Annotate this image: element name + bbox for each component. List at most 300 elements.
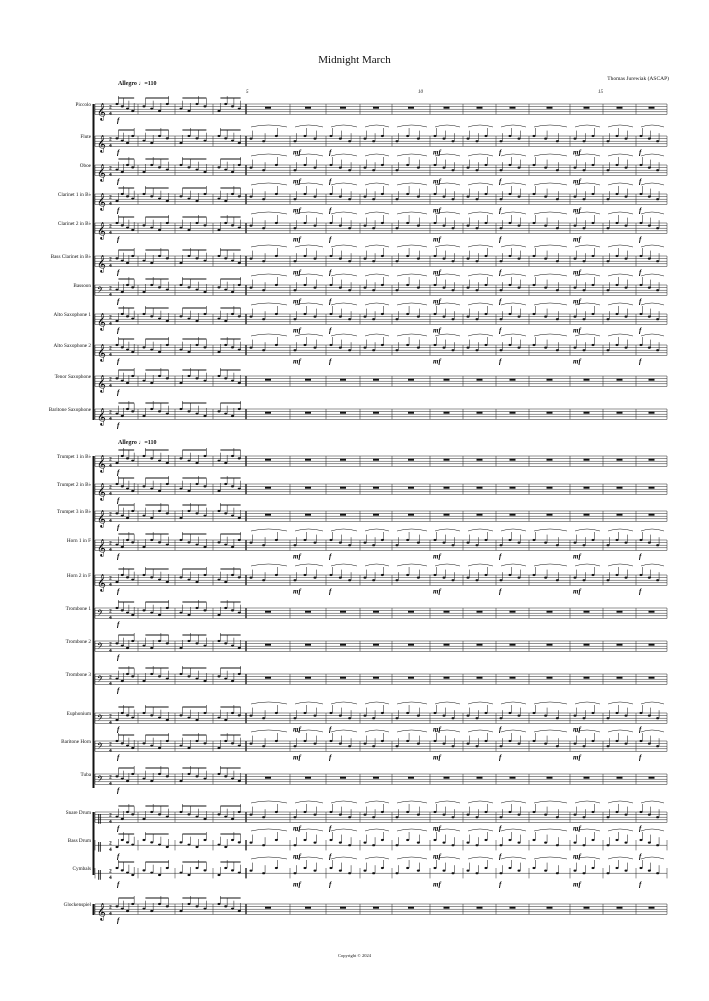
time-signature: 4 (109, 818, 112, 825)
note-head (250, 577, 253, 579)
instrument-name: Trombone 3 (65, 672, 91, 678)
note-head (231, 546, 234, 548)
dynamic-marking: f (329, 206, 332, 215)
note-head (625, 577, 628, 579)
note-head (131, 375, 134, 377)
note-head (574, 258, 577, 260)
note-head (143, 869, 146, 871)
note-head (452, 745, 455, 747)
note-head (443, 167, 446, 169)
note-head (158, 813, 161, 815)
note-head (204, 680, 207, 682)
note-head (204, 291, 207, 293)
note-head (304, 867, 307, 869)
note-head (556, 872, 559, 874)
dynamic-forte: f (117, 587, 120, 596)
note-head (218, 375, 221, 377)
note-head (518, 167, 521, 169)
note-head (640, 193, 643, 195)
note-head (143, 260, 146, 262)
note-head (417, 167, 420, 169)
note-head (500, 844, 503, 846)
note-head (262, 872, 265, 874)
note-head (396, 227, 399, 229)
note-head (121, 818, 124, 820)
dynamic-marking: f (329, 725, 332, 734)
note-head (188, 541, 191, 543)
note-head (166, 642, 169, 644)
note-head (238, 262, 241, 264)
note-head (158, 747, 161, 749)
note-head (158, 135, 161, 137)
whole-rest (340, 907, 346, 909)
note-head (533, 164, 536, 166)
note-head (121, 839, 124, 841)
dynamic-marking: mf (573, 852, 581, 861)
whole-rest (547, 459, 553, 461)
dynamic-marking: mf (573, 753, 581, 762)
time-signature: 2 (109, 540, 112, 547)
note-head (121, 224, 124, 226)
dynamic-marking: f (639, 725, 642, 734)
staff-25 (95, 896, 667, 924)
note-head (224, 103, 227, 105)
note-head (434, 811, 437, 813)
dynamic-marking: mf (293, 177, 301, 186)
note-head (544, 138, 547, 140)
clef: 𝄢 (97, 609, 104, 621)
note-head (150, 647, 153, 649)
note-head (364, 577, 367, 579)
time-signature: 2 (109, 285, 112, 292)
note-head (158, 110, 161, 112)
note-head (640, 867, 643, 869)
whole-rest (408, 107, 414, 109)
note-head (275, 740, 278, 742)
note-head (218, 874, 221, 876)
note-head (116, 607, 119, 609)
note-head (467, 167, 470, 169)
dynamic-marking: f (639, 753, 642, 762)
note-head (250, 870, 253, 872)
note-head (196, 320, 199, 322)
note-head (314, 138, 317, 140)
whole-rest (584, 459, 590, 461)
dynamic-marking: mf (293, 235, 301, 244)
whole-rest (340, 412, 346, 414)
whole-rest (373, 677, 379, 679)
staff-13 (95, 503, 667, 531)
dynamic-marking: mf (573, 297, 581, 306)
note-head (238, 811, 241, 813)
dynamic-marking: f (329, 326, 332, 335)
dynamic-marking: mf (433, 297, 441, 306)
note-head (131, 579, 134, 581)
note-head (574, 167, 577, 169)
note-head (544, 814, 547, 816)
dynamic-marking: f (329, 880, 332, 889)
whole-rest (444, 487, 450, 489)
note-head (166, 320, 169, 322)
note-head (339, 870, 342, 872)
measure-number-15: 15 (598, 90, 603, 95)
note-head (556, 579, 559, 581)
note-head (544, 316, 547, 318)
clef: 𝄞 (97, 163, 106, 182)
note-head (158, 375, 161, 377)
whole-rest (340, 644, 346, 646)
note-head (126, 780, 129, 782)
staff-1 (95, 125, 667, 156)
note-head (218, 460, 221, 462)
note-head (625, 167, 628, 169)
note-head (417, 715, 420, 717)
note-head (275, 255, 278, 257)
dynamic-forte: f (117, 388, 120, 397)
note-head (150, 612, 153, 614)
time-signature: 4 (109, 680, 112, 687)
clef: ‖ (97, 813, 102, 825)
note-head (500, 198, 503, 200)
note-head (500, 169, 503, 171)
note-head (121, 193, 124, 195)
note-head (417, 542, 420, 544)
dynamic-marking: mf (433, 552, 441, 561)
note-head (443, 870, 446, 872)
note-head (121, 869, 124, 871)
time-signature: 4 (109, 351, 112, 358)
note-head (485, 255, 488, 257)
staff-18 (95, 666, 667, 694)
note-head (364, 743, 367, 745)
note-head (121, 609, 124, 611)
note-head (509, 811, 512, 813)
note-head (583, 260, 586, 262)
note-head (556, 227, 559, 229)
note-head (131, 813, 134, 815)
note-head (224, 642, 227, 644)
note-head (518, 715, 521, 717)
note-head (406, 135, 409, 137)
note-head (556, 544, 559, 546)
note-head (372, 318, 375, 320)
time-signature: 4 (109, 747, 112, 754)
note-head (648, 258, 651, 260)
copyright-footer: Copyright © 2024 (338, 953, 371, 958)
note-head (294, 198, 297, 200)
instrument-name: Trumpet 1 in B♭ (56, 454, 91, 460)
note-head (126, 457, 129, 459)
dynamic-marking: f (329, 852, 332, 861)
note-head (231, 742, 234, 744)
note-head (656, 349, 659, 351)
note-head (544, 715, 547, 717)
note-head (304, 740, 307, 742)
note-head (143, 171, 146, 173)
note-head (616, 867, 619, 869)
note-head (396, 349, 399, 351)
note-head (126, 349, 129, 351)
time-signature: 4 (109, 171, 112, 178)
note-head (485, 712, 488, 714)
note-head (158, 166, 161, 168)
note-head (339, 258, 342, 260)
time-signature: 4 (109, 415, 112, 422)
staff-24 (95, 857, 667, 888)
note-head (224, 377, 227, 379)
note-head (417, 316, 420, 318)
note-head (518, 316, 521, 318)
note-head (509, 255, 512, 257)
note-head (314, 743, 317, 745)
note-head (180, 811, 183, 813)
note-head (452, 289, 455, 291)
note-head (583, 140, 586, 142)
whole-rest (584, 677, 590, 679)
note-head (485, 222, 488, 224)
note-head (434, 255, 437, 257)
note-head (158, 318, 161, 320)
note-head (607, 198, 610, 200)
note-head (116, 103, 119, 105)
note-head (592, 313, 595, 315)
note-head (231, 680, 234, 682)
note-head (131, 903, 134, 905)
whole-rest (444, 459, 450, 461)
note-head (231, 105, 234, 107)
dynamic-forte: f (117, 148, 120, 157)
time-signature: 2 (109, 409, 112, 416)
note-head (116, 905, 119, 907)
whole-rest (373, 107, 379, 109)
note-head (372, 745, 375, 747)
note-head (607, 717, 610, 719)
dynamic-forte: f (117, 686, 120, 695)
note-head (131, 640, 134, 642)
note-head (116, 169, 119, 171)
note-head (574, 347, 577, 349)
whole-rest (584, 412, 590, 414)
note-head (314, 715, 317, 717)
note-head (180, 539, 183, 541)
whole-rest (373, 644, 379, 646)
dynamic-forte: f (117, 725, 120, 734)
note-head (166, 846, 169, 848)
note-head (166, 816, 169, 818)
instrument-name: Trumpet 3 in B♭ (56, 509, 91, 515)
note-head (314, 814, 317, 816)
note-head (443, 258, 446, 260)
note-head (150, 811, 153, 813)
note-head (434, 164, 437, 166)
dynamic-marking: f (639, 206, 642, 215)
note-head (348, 872, 351, 874)
note-head (143, 415, 146, 417)
whole-rest (265, 412, 271, 414)
whole-rest (510, 611, 516, 613)
note-head (196, 512, 199, 514)
note-head (406, 740, 409, 742)
note-head (434, 135, 437, 137)
note-head (348, 318, 351, 320)
dynamic-marking: mf (573, 326, 581, 335)
note-head (121, 778, 124, 780)
note-head (196, 289, 199, 291)
note-head (143, 291, 146, 293)
note-head (640, 811, 643, 813)
note-head (131, 286, 134, 288)
note-head (314, 870, 317, 872)
note-head (330, 313, 333, 315)
whole-rest (305, 459, 311, 461)
dynamic-marking: f (639, 852, 642, 861)
whole-rest (408, 487, 414, 489)
note-head (533, 740, 536, 742)
note-head (143, 455, 146, 457)
dynamic-marking: f (499, 725, 502, 734)
note-head (238, 714, 241, 716)
note-head (231, 380, 234, 382)
note-head (224, 413, 227, 415)
whole-rest (477, 644, 483, 646)
note-head (294, 544, 297, 546)
note-head (304, 313, 307, 315)
note-head (180, 576, 183, 578)
note-head (607, 745, 610, 747)
note-head (262, 198, 265, 200)
note-head (126, 488, 129, 490)
note-head (372, 227, 375, 229)
note-head (330, 839, 333, 841)
whole-rest (408, 412, 414, 414)
note-head (275, 344, 278, 346)
note-head (231, 839, 234, 841)
note-head (158, 410, 161, 412)
note-head (406, 255, 409, 257)
note-head (231, 645, 234, 647)
whole-rest (617, 677, 623, 679)
dynamic-marking: mf (433, 587, 441, 596)
note-head (196, 846, 199, 848)
note-head (126, 382, 129, 384)
note-head (533, 712, 536, 714)
staff-19 (95, 702, 667, 733)
note-head (330, 344, 333, 346)
dynamic-marking: f (639, 880, 642, 889)
dynamic-marking: f (329, 177, 332, 186)
note-head (166, 222, 169, 224)
dynamic-forte: f (117, 620, 120, 629)
note-head (238, 910, 241, 912)
dynamic-marking: mf (293, 268, 301, 277)
note-head (406, 839, 409, 841)
note-head (188, 490, 191, 492)
note-head (476, 318, 479, 320)
note-head (166, 483, 169, 485)
note-head (188, 318, 191, 320)
note-head (180, 284, 183, 286)
note-head (116, 678, 119, 680)
note-head (406, 313, 409, 315)
note-head (556, 140, 559, 142)
note-head (196, 678, 199, 680)
note-head (533, 839, 536, 841)
whole-rest (373, 412, 379, 414)
note-head (533, 539, 536, 541)
note-head (304, 574, 307, 576)
note-head (452, 140, 455, 142)
whole-rest (617, 644, 623, 646)
note-head (238, 457, 241, 459)
dynamic-marking: f (639, 824, 642, 833)
instrument-name: Glockenspiel (63, 902, 91, 908)
note-head (250, 316, 253, 318)
note-head (556, 349, 559, 351)
note-head (158, 541, 161, 543)
time-signature: 4 (109, 142, 112, 149)
note-head (616, 284, 619, 286)
note-head (116, 512, 119, 514)
note-head (518, 347, 521, 349)
dynamic-marking: mf (293, 587, 301, 596)
note-head (126, 841, 129, 843)
dynamic-marking: mf (293, 357, 301, 366)
note-head (330, 255, 333, 257)
note-head (443, 842, 446, 844)
note-head (434, 574, 437, 576)
staff-17 (95, 633, 667, 661)
note-head (304, 284, 307, 286)
note-head (640, 539, 643, 541)
note-head (180, 457, 183, 459)
whole-rest (265, 514, 271, 516)
note-head (396, 198, 399, 200)
staff-20 (95, 730, 667, 761)
note-head (158, 510, 161, 512)
note-head (417, 347, 420, 349)
instrument-name: Alto Saxophone 2 (53, 343, 91, 349)
dynamic-marking: mf (433, 148, 441, 157)
staff-12 (95, 476, 667, 504)
note-head (275, 193, 278, 195)
note-head (224, 289, 227, 291)
note-head (592, 222, 595, 224)
note-head (476, 198, 479, 200)
note-head (467, 577, 470, 579)
note-head (485, 811, 488, 813)
note-head (485, 135, 488, 137)
whole-rest (340, 459, 346, 461)
note-head (131, 844, 134, 846)
note-head (314, 196, 317, 198)
note-head (204, 546, 207, 548)
note-head (121, 140, 124, 142)
note-head (607, 318, 610, 320)
note-head (330, 740, 333, 742)
note-head (180, 108, 183, 110)
note-head (625, 196, 628, 198)
staff-8 (95, 334, 667, 365)
whole-rest (477, 412, 483, 414)
dynamic-marking: mf (433, 852, 441, 861)
whole-rest (547, 514, 553, 516)
note-head (180, 517, 183, 519)
note-head (485, 867, 488, 869)
note-head (158, 773, 161, 775)
whole-rest (477, 487, 483, 489)
note-head (204, 140, 207, 142)
dynamic-marking: mf (293, 326, 301, 335)
